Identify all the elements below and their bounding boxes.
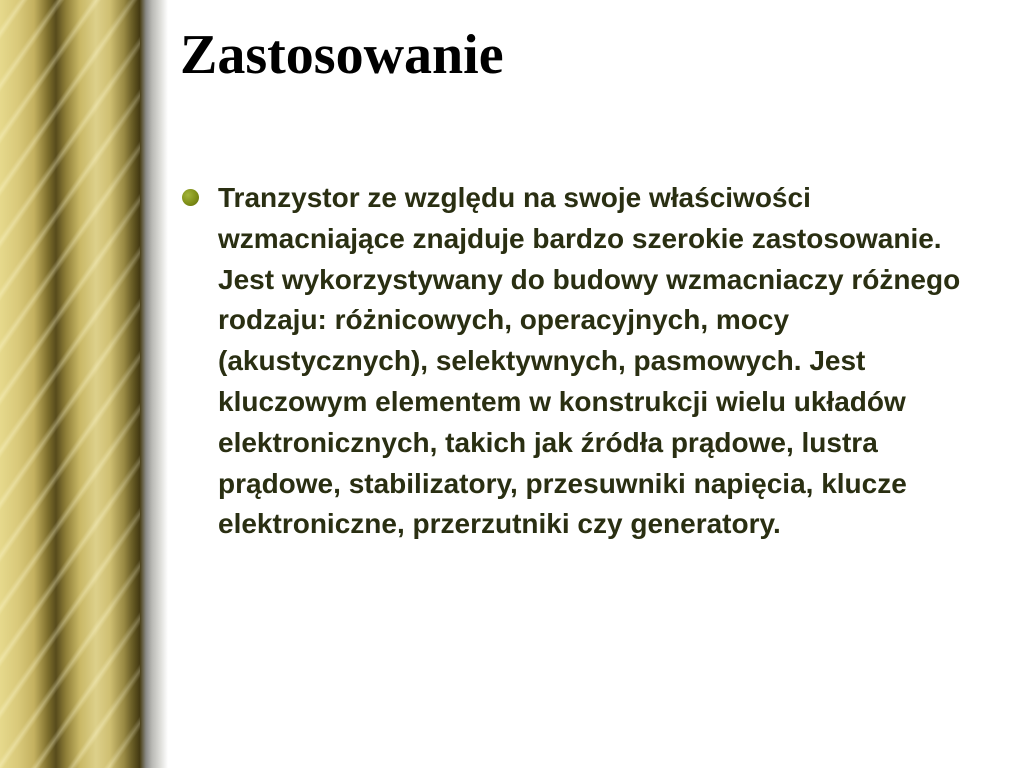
column-shade	[0, 0, 140, 768]
decorative-gold-column	[0, 0, 168, 768]
bullet-item	[180, 178, 1000, 545]
bullet-text: Tranzystor ze względu na swoje właściwości wzmacniające znajduje bardzo szerokie zastosowanie. Jest wykorzystywany do budowy wzmacniaczy różnego rodzaju: różnicowych, operacyjnych, mocy (akustycznych), selektywnych, pasmowych. Jest kluczowym elementem w konstrukcji wielu układów elektronicznych, takich jak źródła prądowe, lustra prądowe, stabilizatory, przesuwniki napięcia, klucze elektroniczne, przerzutniki czy generatory.	[218, 182, 961, 540]
slide-title: Zastosowanie	[180, 24, 504, 86]
slide-body	[180, 178, 1000, 545]
bullet-dot-icon	[182, 189, 199, 206]
